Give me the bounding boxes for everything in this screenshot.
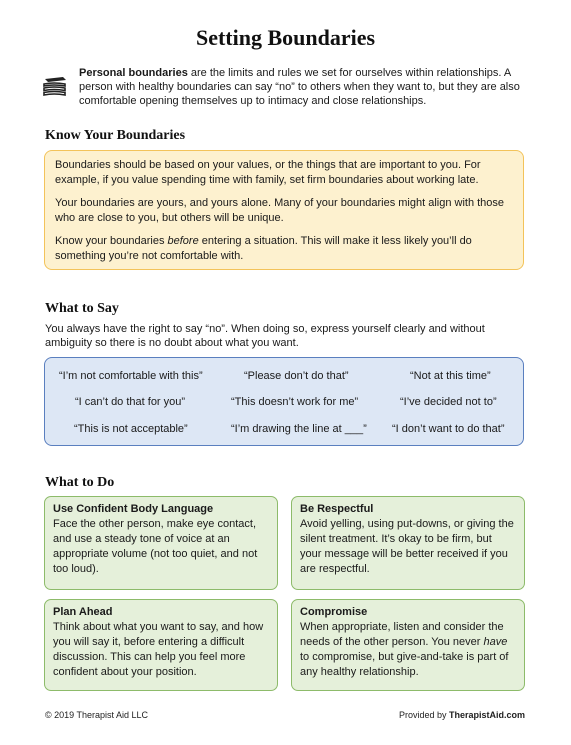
say-description: You always have the right to say “no”. When doing so, express yourself clearly and without ambiguity so there is no doubt about what you want.	[45, 323, 485, 349]
tip-card	[291, 599, 525, 691]
phrase: “I don’t want to do that”	[392, 423, 505, 435]
copyright: © 2019 Therapist Aid LLC	[45, 710, 149, 720]
know-paragraph-1: Boundaries should be based on your values, or the things that are important to you. For example, if you value spending time with family, set firm boundaries about working late.	[55, 159, 481, 186]
tip-card-text-italic: have	[483, 636, 508, 648]
know-paragraph-2: Your boundaries are yours, and yours alone. Many of your boundaries might align with those who are close to you, but others will be unique.	[55, 197, 505, 224]
know-paragraph-3	[55, 234, 513, 264]
tip-card-title: Use Confident Body Language	[53, 503, 214, 515]
phrase: “This doesn’t work for me”	[231, 396, 359, 408]
page-title: Setting Boundaries	[195, 25, 376, 50]
phrase: “I’m drawing the line at ___”	[231, 423, 367, 435]
do-heading: What to Do	[45, 475, 115, 490]
phrase: “This is not acceptable”	[74, 423, 188, 435]
provided-prefix: Provided by	[398, 710, 449, 720]
tip-card	[44, 496, 278, 590]
know-heading: Know Your Boundaries	[45, 128, 186, 143]
phrase: “Not at this time”	[410, 370, 491, 382]
tip-card-text: Avoid yelling, using put-downs, or giving the silent treatment. It’s okay to be firm, but your message will be better received if you are respectful.	[300, 518, 514, 575]
say-heading: What to Say	[45, 301, 119, 316]
tip-card	[44, 599, 278, 691]
provided-by	[399, 710, 525, 720]
tip-card-title: Plan Ahead	[53, 606, 113, 618]
intro-text: are the limits and rules we set for ourselves within relationships. A person with healthy boundaries can say “no” to others when they want to, but they are also comfortable opening themselves up to intimacy and close relationships.	[79, 67, 520, 107]
intro-bold-term: Personal boundaries	[79, 67, 188, 79]
know-p3-italic: before	[167, 235, 199, 247]
tip-card-title: Compromise	[300, 606, 368, 618]
tip-card-text-start: When appropriate, listen and consider the needs of the other person. You never	[300, 621, 504, 648]
phrase: “I can’t do that for you”	[75, 396, 186, 408]
phrase: “I’ve decided not to”	[400, 396, 497, 408]
know-p3-end: entering a situation. This will make it less likely you’ll do something you’re not comfortable with.	[55, 235, 472, 262]
tip-card-text: Face the other person, make eye contact, and use a steady tone of voice at an appropriate volume (not too quiet, and not too loud).	[53, 518, 258, 575]
know-box	[44, 150, 524, 270]
book-stack-icon	[42, 76, 68, 98]
provided-site-link[interactable]: TherapistAid.com	[448, 710, 525, 720]
tip-card-text: Think about what you want to say, and how you will say it, before entering a difficult discussion. This can help you feel more confident about your position.	[53, 621, 264, 678]
tip-card-title: Be Respectful	[300, 503, 374, 515]
phrases-box	[44, 357, 524, 446]
tip-card	[291, 496, 525, 590]
know-p3-start: Know your boundaries	[55, 235, 168, 247]
phrase: “I’m not comfortable with this”	[59, 370, 203, 382]
intro-paragraph	[79, 66, 535, 108]
tip-card-text-end: to compromise, but give-and-take is part of any healthy relationship.	[300, 651, 509, 678]
phrase: “Please don’t do that”	[244, 370, 349, 382]
